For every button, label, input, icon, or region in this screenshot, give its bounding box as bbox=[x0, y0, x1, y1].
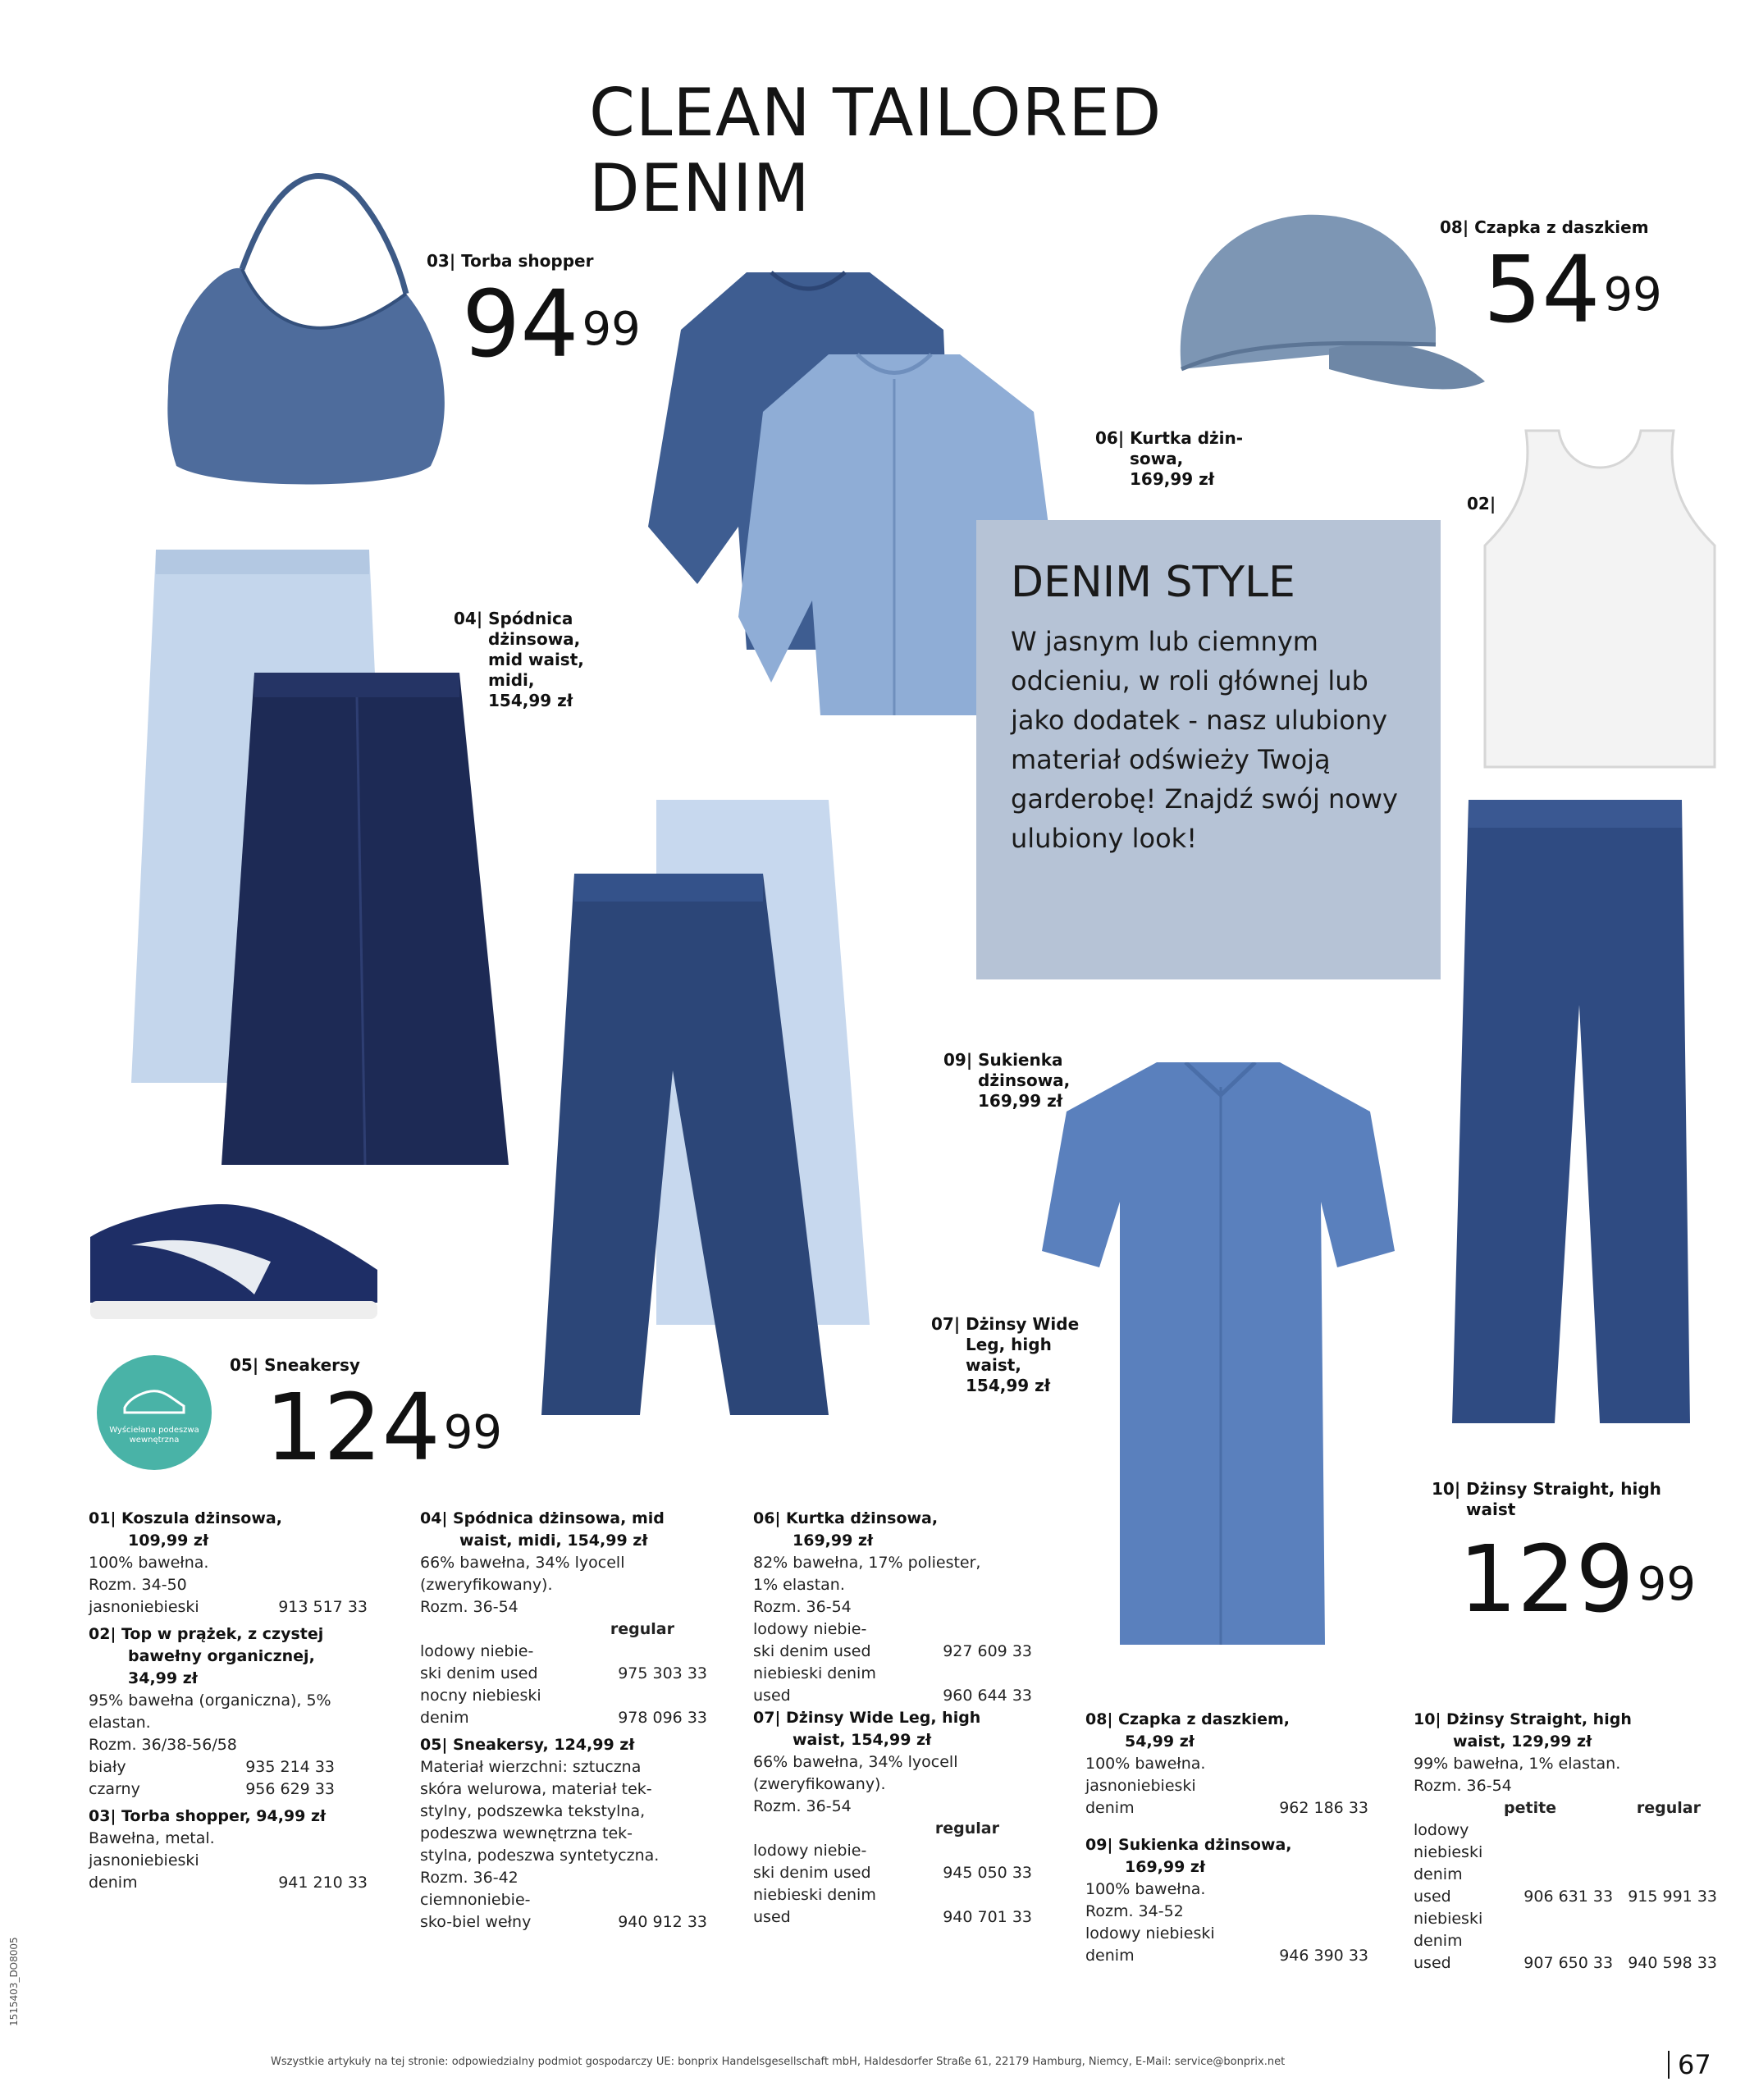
price-czapka: $54^{99}$ bbox=[1483, 237, 1662, 344]
tank-top-image[interactable] bbox=[1469, 422, 1731, 775]
label-czapka: 08| Czapka z daszkiem bbox=[1440, 217, 1649, 237]
label-torba-shopper: 03| Torba shopper bbox=[427, 251, 594, 271]
label-top: 02| bbox=[1467, 494, 1496, 514]
denim-style-text: W jasnym lub ciemnym odcieniu, w roli głównej lub jako dodatek - nasz ulubiony materiał odświeży Twoją garderobę! Znajdź swój nowy ulubiony look! bbox=[1011, 626, 1398, 854]
page-divider bbox=[1668, 2051, 1670, 2079]
label-dzinsy-straight: 10| Dżinsy Straight, high waist bbox=[1432, 1479, 1661, 1519]
title-line-2: DENIM bbox=[589, 150, 811, 226]
label-sneakersy: 05| Sneakersy bbox=[230, 1355, 360, 1375]
title-line-1: CLEAN TAILORED bbox=[589, 75, 1163, 151]
denim-style-box bbox=[976, 520, 1441, 979]
denim-dress-image[interactable] bbox=[1042, 1062, 1395, 1653]
details-column-5: 10| Dżinsy Straight, high waist, 129,99 zł 99% bawełna, 1% elastan. Rozm. 36-54 petite regular lodowy niebieski denim used 906 631 33 915 991 33 niebieski denim used 907 650 33 940 598 33 bbox=[1414, 1710, 1717, 1972]
sneaker-image[interactable] bbox=[82, 1188, 386, 1327]
details-column-2: 04| Spódnica dżinsowa, mid waist, midi, 154,99 zł 66% bawełna, 34% lyocell (zweryfikowany). Rozm. 36-54 regular lodowy niebie- ski denim used 975 303 33 nocny niebieski denim 978 096 33 05| Sneakersy, 124,99 zł Materiał wierzchni: sztuczna skóra welurowa, materiał tek- stylny, podszewka tekstylna, podeszwa wewnętrzna tek- stylna, podeszwa syntetyczna. Rozm. 36-42 ciemnoniebie- sko-biel wełny 940 912 33 bbox=[420, 1509, 707, 1931]
price-dzinsy-straight: $129^{99}$ bbox=[1459, 1527, 1697, 1633]
side-code: 1515403_DO8005 bbox=[8, 1937, 20, 2026]
page-number: 67 bbox=[1678, 2049, 1711, 2080]
page-title bbox=[589, 75, 1162, 226]
label-kurtka: 06| Kurtka dżin- sowa, 169,99 zł bbox=[1095, 428, 1244, 489]
shopper-bag-image[interactable] bbox=[152, 146, 464, 491]
straight-jeans-image[interactable] bbox=[1444, 800, 1706, 1431]
price-sneakersy: $124^{99}$ bbox=[265, 1375, 503, 1481]
padded-insole-badge: Wyściełana podeszwa wewnętrzna bbox=[97, 1355, 212, 1470]
label-spodnica: 04| Spódnica dżinsowa, mid waist, midi, 154,99 zł bbox=[454, 609, 584, 710]
label-sukienka: 09| Sukienka dżinsowa, 169,99 zł bbox=[943, 1050, 1071, 1111]
price-torba: $94^{99}$ bbox=[462, 272, 641, 378]
footer-legal-text: Wszystkie artykuły na tej stronie: odpowiedzialny podmiot gospodarczy UE: bonprix Handelsgesellschaft mbH, Haldesdorfer Straße 61, 22179 Hamburg, Niemcy, E-Mail: service@bonprix.net bbox=[271, 2056, 1286, 2068]
label-dzinsy-wide: 07| Dżinsy Wide Leg, high waist, 154,99 zł bbox=[931, 1314, 1080, 1395]
details-column-1: 01| Koszula dżinsowa, 109,99 zł 100% bawełna. Rozm. 34-50 jasnoniebieski 913 517 33 02| Top w prążek, z czystej bawełny organicznej, 34,99 zł 95% bawełna (organiczna), 5% elastan. Rozm. 36/38-56/58 biały 935 214 33 czarny 956 629 33 03| Torba shopper, 94,99 zł Bawełna, metal. jasnoniebieski denim 941 210 33 bbox=[89, 1509, 368, 1892]
details-column-4: 08| Czapka z daszkiem, 54,99 zł 100% bawełna. jasnoniebieski denim 962 186 33 09| Sukienka dżinsowa, 169,99 zł 100% bawełna. Rozm. 34-52 lodowy niebieski denim 946 390 33 bbox=[1085, 1710, 1368, 1965]
denim-style-heading: DENIM STYLE bbox=[1011, 558, 1295, 607]
wide-leg-jeans-image[interactable] bbox=[533, 800, 894, 1423]
shoe-icon bbox=[121, 1383, 187, 1419]
details-column-3: 06| Kurtka dżinsowa, 169,99 zł 82% bawełna, 17% poliester, 1% elastan. Rozm. 36-54 lodowy niebie- ski denim used 927 609 33 niebieski denim used 960 644 33 07| Dżinsy Wide Leg, high waist, 154,99 zł 66% bawełna, 34% lyocell (zweryfikowany). Rozm. 36-54 regular lodowy niebie- ski denim used 945 050 33 niebieski denim used 940 701 33 bbox=[753, 1509, 1032, 1926]
